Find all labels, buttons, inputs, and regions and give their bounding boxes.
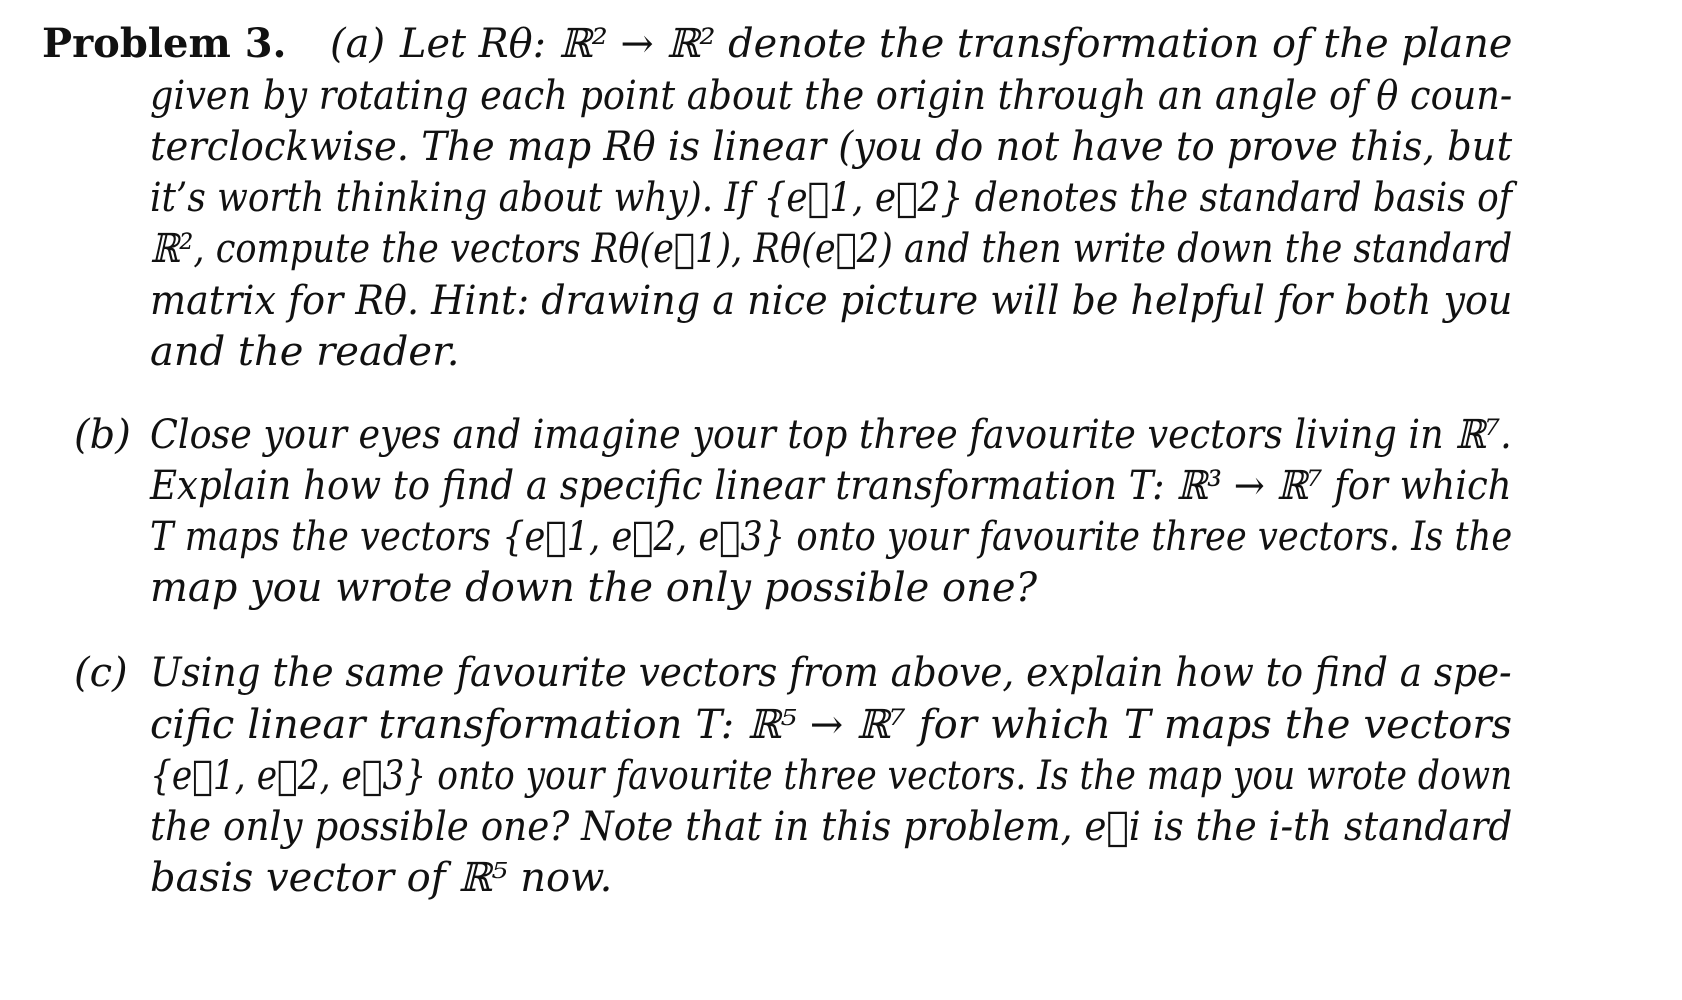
part-c-line-5: basis vector of ℝ⁵ now.	[150, 855, 613, 901]
part-c-line-4: the only possible one? Note that in this problem, e⃗i is the i-th standard	[150, 804, 1513, 850]
part-a-line-5: ℝ², compute the vectors Rθ(e⃗1), Rθ(e⃗2) and then write down the standard	[150, 226, 1513, 272]
part-a-line-7: and the reader.	[150, 329, 460, 375]
part-c-line-2: cific linear transformation T: ℝ⁵ → ℝ⁷ for which T maps the vectors	[150, 702, 1513, 748]
part-b-line-2: Explain how to find a specific linear transformation T: ℝ³ → ℝ⁷ for which	[150, 463, 1512, 509]
part-c-marker: (c)	[74, 650, 128, 696]
part-a-line-3: terclockwise. The map Rθ is linear (you do not have to prove this, but	[150, 124, 1513, 170]
part-c-line-1: Using the same favourite vectors from above, explain how to find a spe-	[150, 650, 1512, 696]
part-b-line-4: map you wrote down the only possible one?	[150, 565, 1038, 611]
part-b-line-3: T maps the vectors {e⃗1, e⃗2, e⃗3} onto your favourite three vectors. Is the	[150, 514, 1513, 560]
part-c-line-3: {e⃗1, e⃗2, e⃗3} onto your favourite three vectors. Is the map you wrote down	[150, 753, 1513, 799]
problem-label: Problem 3.	[42, 20, 287, 67]
part-a-line-6: matrix for Rθ. Hint: drawing a nice picture will be helpful for both you	[150, 278, 1513, 324]
part-a-line-1: Let Rθ: ℝ² → ℝ² denote the transformation of the plane	[400, 21, 1513, 67]
part-a-marker: (a)	[330, 21, 386, 67]
part-b-line-1: Close your eyes and imagine your top three favourite vectors living in ℝ⁷.	[150, 412, 1512, 458]
part-a-line-4: it’s worth thinking about why). If {e⃗1, e⃗2} denotes the standard basis of	[150, 175, 1512, 221]
part-b-marker: (b)	[74, 412, 131, 458]
part-a-line-2: given by rotating each point about the origin through an angle of θ coun-	[150, 73, 1513, 119]
